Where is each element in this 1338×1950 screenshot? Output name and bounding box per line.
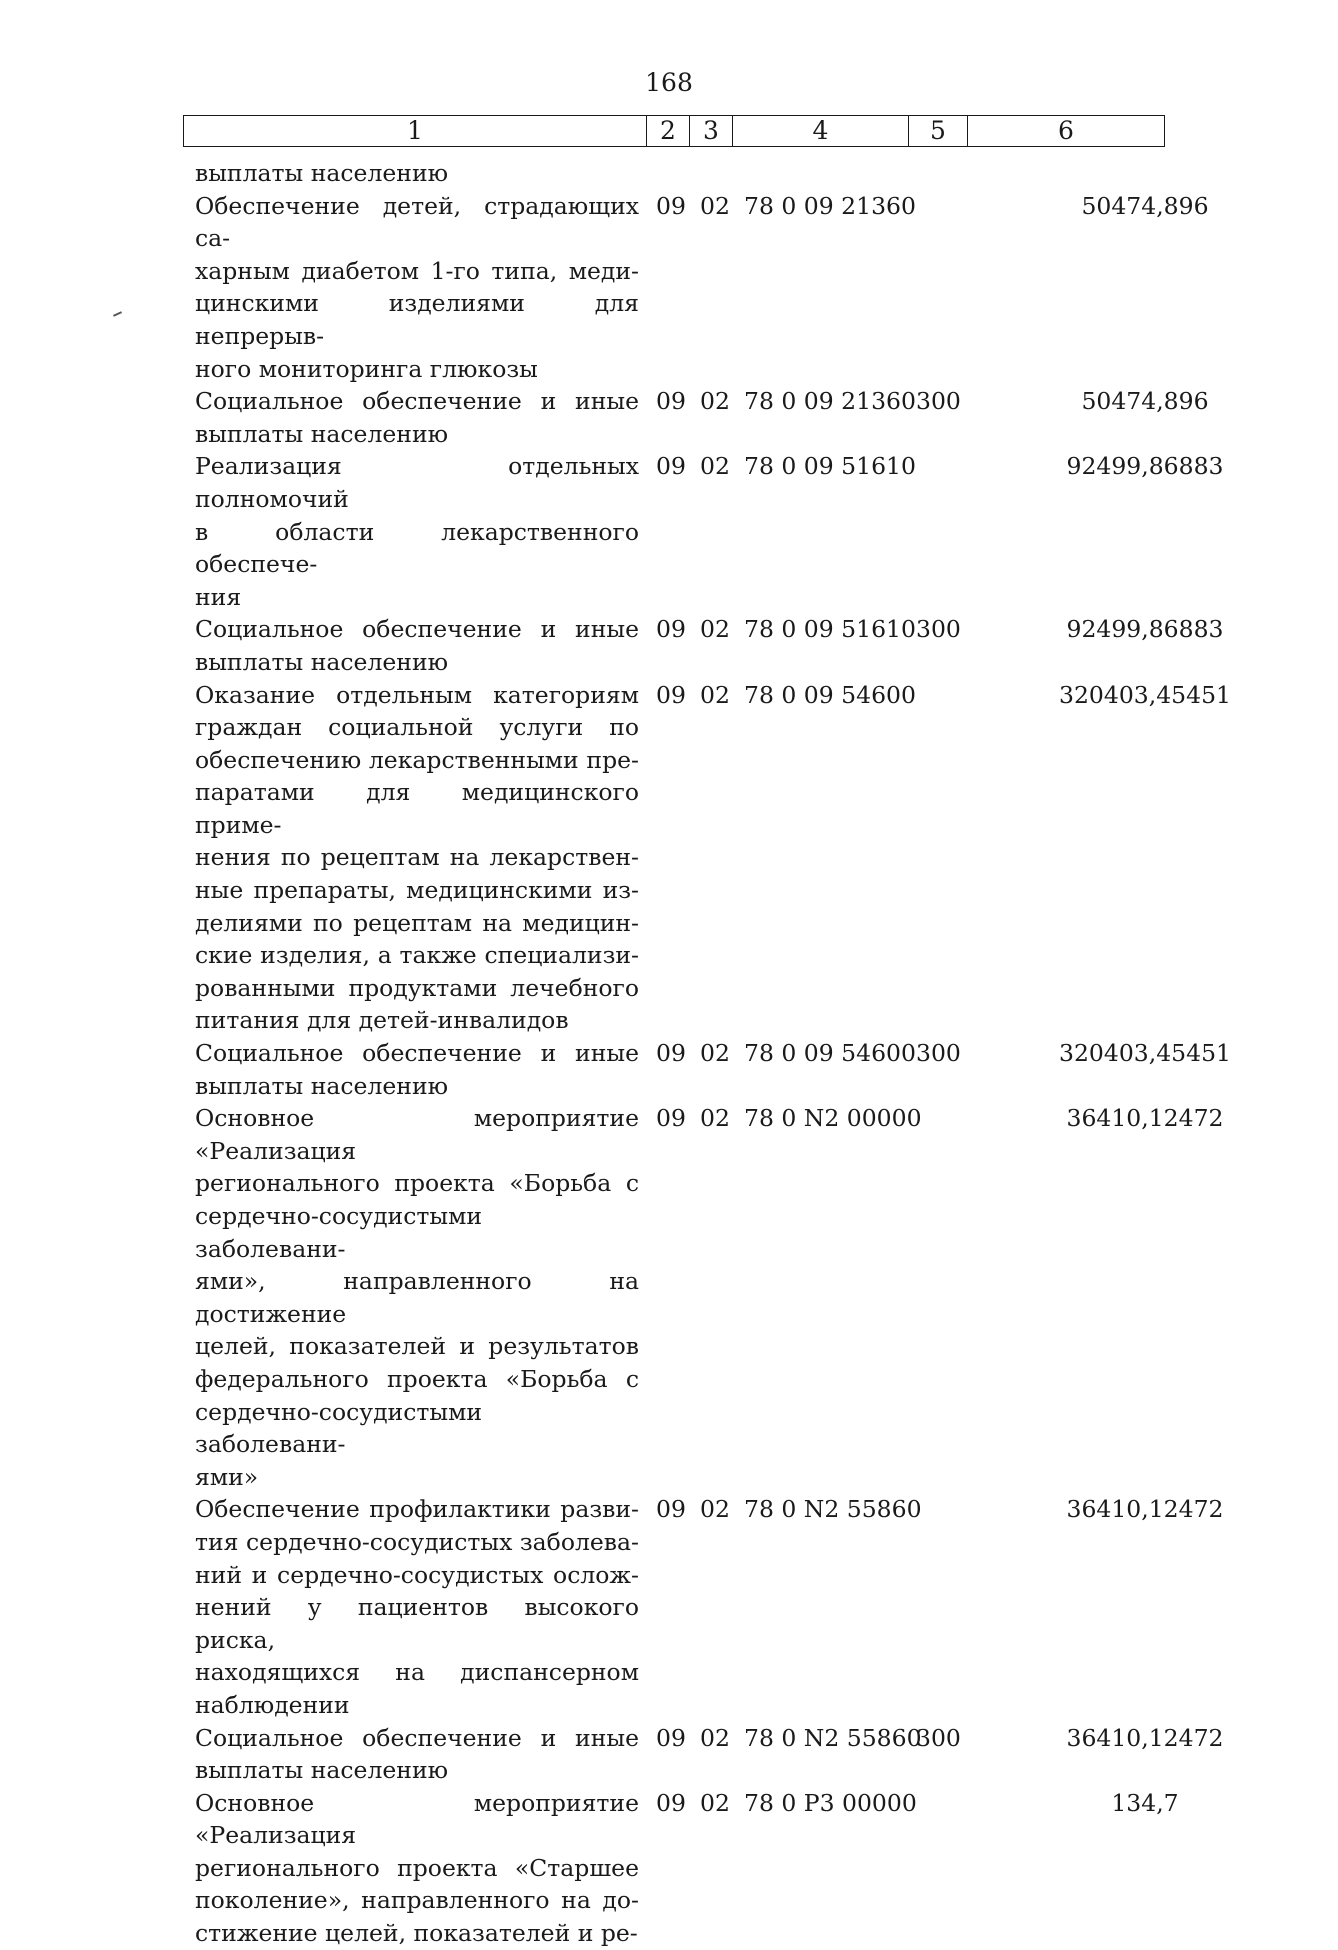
description-line: Оказание отдельным категориям (195, 680, 639, 709)
amount: 36410,12472 (1066, 1495, 1224, 1524)
description-line: целей, показателей и результатов (195, 1332, 639, 1361)
target-article-code: 78 0 P3 00000 (744, 1788, 917, 1817)
column-header-6: 6 (968, 116, 1165, 147)
subsection-code: 02 (700, 615, 730, 644)
description-line: ного мониторинга глюкозы (195, 354, 538, 383)
description-line: регионального проекта «Борьба с (195, 1169, 639, 1198)
target-article-code: 78 0 09 21360 (744, 387, 916, 416)
amount: 50474,896 (1081, 191, 1209, 220)
description-line: нений у пациентов высокого риска, (195, 1593, 639, 1654)
description-line: ний и сердечно-сосудистых ослож- (195, 1560, 639, 1589)
description-line: сердечно-сосудистыми заболевани- (195, 1202, 483, 1263)
subsection-code: 02 (700, 452, 730, 481)
description-line: ные препараты, медицинскими из- (195, 876, 639, 905)
description-line: харным диабетом 1-го типа, меди- (195, 256, 639, 285)
description-line: Социальное обеспечение и иные (195, 387, 639, 416)
description-line: нения по рецептам на лекарствен- (195, 843, 639, 872)
description-line: Основное мероприятие «Реализация (195, 1104, 639, 1165)
subsection-code: 02 (700, 1495, 730, 1524)
subsection-code: 02 (700, 1039, 730, 1068)
description-line: стижение целей, показателей и ре- (195, 1919, 638, 1948)
target-article-code: 78 0 N2 00000 (744, 1104, 922, 1133)
section-code: 09 (656, 1039, 686, 1068)
amount: 320403,45451 (1059, 680, 1231, 709)
description-line: ния (195, 582, 242, 611)
description-line: паратами для медицинского приме- (195, 778, 639, 839)
column-header-4: 4 (733, 116, 909, 147)
table-row (195, 450, 1224, 613)
description-line: выплаты населению (195, 1071, 449, 1100)
section-code: 09 (656, 387, 686, 416)
target-article-code: 78 0 N2 55860 (744, 1495, 922, 1524)
section-code: 09 (656, 615, 686, 644)
description-line: питания для детей-инвалидов (195, 1006, 569, 1035)
row-description (195, 1787, 639, 1950)
table-row (195, 1493, 1224, 1721)
budget-table-body (195, 157, 1231, 1950)
description-line: тия сердечно-сосудистых заболева- (195, 1527, 639, 1556)
description-line: цинскими изделиями для непрерыв- (195, 289, 639, 350)
amount: 134,7 (1111, 1788, 1179, 1817)
subsection-code: 02 (700, 1788, 730, 1817)
description-line: в области лекарственного обеспече- (195, 517, 639, 579)
column-header-table (183, 115, 1165, 147)
description-line: сердечно-сосудистыми заболевани- (195, 1397, 483, 1459)
row-description (195, 1722, 639, 1787)
subsection-code: 02 (700, 680, 730, 709)
stray-scan-mark (113, 311, 122, 317)
description-line: выплаты населению (195, 1756, 449, 1785)
table-row (195, 679, 1231, 1038)
amount: 50474,896 (1081, 387, 1209, 416)
target-article-code: 78 0 N2 55860 (744, 1723, 922, 1752)
row-description (195, 157, 639, 190)
section-code: 09 (656, 680, 686, 709)
amount: 36410,12472 (1066, 1104, 1224, 1133)
table-row (195, 385, 1209, 450)
description-line: наблюдении (195, 1690, 350, 1719)
description-line: выплаты населению (195, 647, 449, 676)
description-line: Обеспечение детей, страдающих са- (195, 191, 639, 253)
target-article-code: 78 0 09 51610 (744, 452, 916, 481)
target-article-code: 78 0 09 51610 (744, 615, 916, 644)
row-description (195, 190, 639, 386)
page-number: 168 (645, 68, 693, 97)
expense-type-code: 300 (916, 615, 961, 644)
description-line: ями» (195, 1462, 259, 1491)
description-line: Социальное обеспечение и иные (195, 1723, 639, 1752)
section-code: 09 (656, 1723, 686, 1752)
description-line: Обеспечение профилактики разви- (195, 1495, 639, 1524)
target-article-code: 78 0 09 54600 (744, 1039, 916, 1068)
table-row (195, 1102, 1224, 1493)
description-line: делиями по рецептам на медицин- (195, 908, 639, 937)
amount: 92499,86883 (1066, 452, 1224, 481)
section-code: 09 (656, 1788, 686, 1817)
amount: 36410,12472 (1066, 1723, 1224, 1752)
target-article-code: 78 0 09 54600 (744, 680, 916, 709)
description-line: рованными продуктами лечебного (195, 973, 639, 1002)
amount: 320403,45451 (1059, 1039, 1231, 1068)
table-row (195, 613, 1224, 678)
column-header-2: 2 (647, 116, 690, 147)
row-description (195, 1493, 639, 1721)
row-description (195, 1037, 639, 1102)
table-row (195, 157, 1195, 190)
description-line: ские изделия, а также специализи- (195, 941, 639, 970)
description-line: выплаты населению (195, 419, 449, 448)
description-line: федерального проекта «Борьба с (195, 1364, 639, 1393)
description-line: Реализация отдельных полномочий (195, 452, 639, 513)
column-header-3: 3 (690, 116, 733, 147)
description-line: регионального проекта «Старшее (195, 1853, 639, 1882)
row-description (195, 385, 639, 450)
description-line: Социальное обеспечение и иные (195, 615, 639, 644)
table-row (195, 1037, 1231, 1102)
section-code: 09 (656, 452, 686, 481)
row-description (195, 450, 639, 613)
description-line: выплаты населению (195, 159, 449, 187)
description-line: поколение», направленного на до- (195, 1886, 639, 1915)
section-code: 09 (656, 1495, 686, 1524)
expense-type-code: 300 (916, 387, 961, 416)
expense-type-code: 300 (916, 1723, 961, 1752)
table-row (195, 1722, 1224, 1787)
section-code: 09 (656, 1104, 686, 1133)
row-description (195, 1102, 639, 1493)
section-code: 09 (656, 191, 686, 220)
expense-type-code: 300 (916, 1039, 961, 1068)
description-line: Основное мероприятие «Реализация (195, 1788, 639, 1850)
table-row (195, 1787, 1195, 1950)
description-line: Социальное обеспечение и иные (195, 1039, 639, 1068)
description-line: граждан социальной услуги по (195, 713, 639, 742)
table-row (195, 190, 1209, 386)
amount: 92499,86883 (1066, 615, 1224, 644)
subsection-code: 02 (700, 387, 730, 416)
subsection-code: 02 (700, 1104, 730, 1133)
description-line: находящихся на диспансерном (195, 1658, 639, 1687)
target-article-code: 78 0 09 21360 (744, 191, 916, 220)
row-description (195, 613, 639, 678)
row-description (195, 679, 639, 1038)
column-header-5: 5 (909, 116, 968, 147)
column-header-1: 1 (184, 116, 647, 147)
description-line: ями», направленного на достижение (195, 1267, 639, 1328)
description-line: обеспечению лекарственными пре- (195, 745, 639, 774)
subsection-code: 02 (700, 1723, 730, 1752)
subsection-code: 02 (700, 191, 730, 220)
